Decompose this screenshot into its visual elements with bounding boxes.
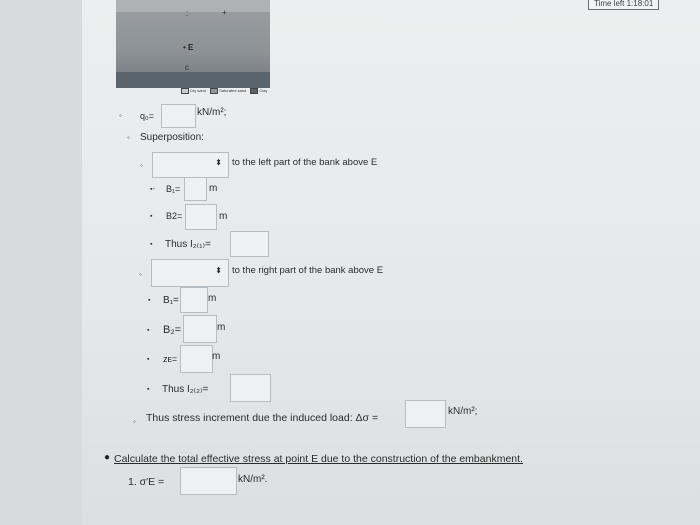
time-left-badge: Time left 1:18:01 [588, 0, 659, 10]
point-e-marker: • E [183, 43, 194, 52]
effective-stress-input[interactable] [180, 467, 237, 495]
bullet-icon: ▪ [150, 213, 153, 220]
right-ze-unit: m [212, 351, 221, 362]
stress-increment-input[interactable] [405, 400, 446, 428]
left-part-select[interactable] [152, 152, 229, 178]
bullet-icon: ◦ [140, 161, 143, 170]
bullet-icon: ▪ [147, 356, 150, 363]
bullet-icon: ▪ [147, 327, 150, 334]
right-thus-input[interactable] [230, 374, 271, 402]
legend-item: Dry sand [190, 88, 207, 94]
q0-unit: kN/m²; [197, 107, 227, 118]
right-b2-label: B₂= [163, 324, 182, 336]
q0-label: q₀= [140, 111, 154, 121]
figure-mark: + [222, 8, 227, 17]
legend-swatch-icon [250, 88, 258, 94]
bullet-icon: ▪ [150, 241, 153, 248]
superposition-label: Superposition: [140, 132, 204, 143]
left-b1-label: B₁= [166, 184, 181, 194]
left-thus-label: Thus I₂₍₁₎= [165, 239, 211, 250]
bullet-icon: ◦ [133, 417, 136, 426]
bullet-icon: ◦ [119, 111, 122, 120]
left-thus-input[interactable] [230, 231, 269, 257]
right-part-select[interactable] [151, 259, 229, 287]
left-b2-unit: m [219, 211, 228, 222]
left-part-select-label: to the left part of the bank above E [232, 157, 378, 168]
right-ze-input[interactable] [180, 345, 213, 373]
legend-item: Saturated sand [219, 88, 247, 94]
left-b2-label: B2= [166, 211, 183, 221]
select-arrows-icon: ⬍ [215, 266, 222, 275]
left-b2-input[interactable] [185, 204, 217, 230]
right-ze-label: zᴇ= [163, 354, 178, 364]
figure-mark: c [185, 63, 189, 72]
bullet-icon: ◦ [139, 270, 142, 279]
stress-increment-label: Thus stress increment due the induced load: Δσ = [146, 412, 379, 424]
right-thus-label: Thus I₂₍₂₎= [162, 384, 209, 395]
answer-label: 1. σ′E = [128, 476, 165, 488]
figure-ground [116, 72, 270, 88]
bullet-icon: ▪ [148, 297, 151, 304]
q0-input[interactable] [161, 104, 196, 128]
right-b2-unit: m [217, 322, 226, 333]
left-b1-input[interactable] [184, 177, 207, 201]
point-e-label: E [188, 43, 194, 52]
legend-swatch-icon [210, 88, 218, 94]
bullet-icon: ▪ [147, 386, 150, 393]
right-b1-unit: m [208, 293, 217, 304]
figure-sky [116, 0, 270, 12]
bullet-icon: ▪- [150, 186, 155, 193]
bullet-icon: ● [104, 452, 111, 463]
right-b1-input[interactable] [180, 287, 208, 313]
select-arrows-icon: ⬍ [215, 158, 222, 167]
answer-unit: kN/m². [238, 474, 268, 485]
legend-item: Clay [259, 88, 268, 94]
legend-swatch-icon [181, 88, 189, 94]
bullet-icon: ◦ [127, 133, 130, 142]
left-b1-unit: m [209, 183, 218, 194]
question-text: Calculate the total effective stress at point E due to the construction of the embankment. [114, 453, 523, 465]
right-b1-label: B₁= [163, 295, 179, 306]
right-part-select-label: to the right part of the bank above E [232, 265, 384, 276]
figure-mark: : [186, 9, 189, 18]
right-b2-input[interactable] [183, 315, 217, 343]
figure-legend [178, 88, 267, 94]
stress-increment-unit: kN/m²; [448, 406, 478, 417]
